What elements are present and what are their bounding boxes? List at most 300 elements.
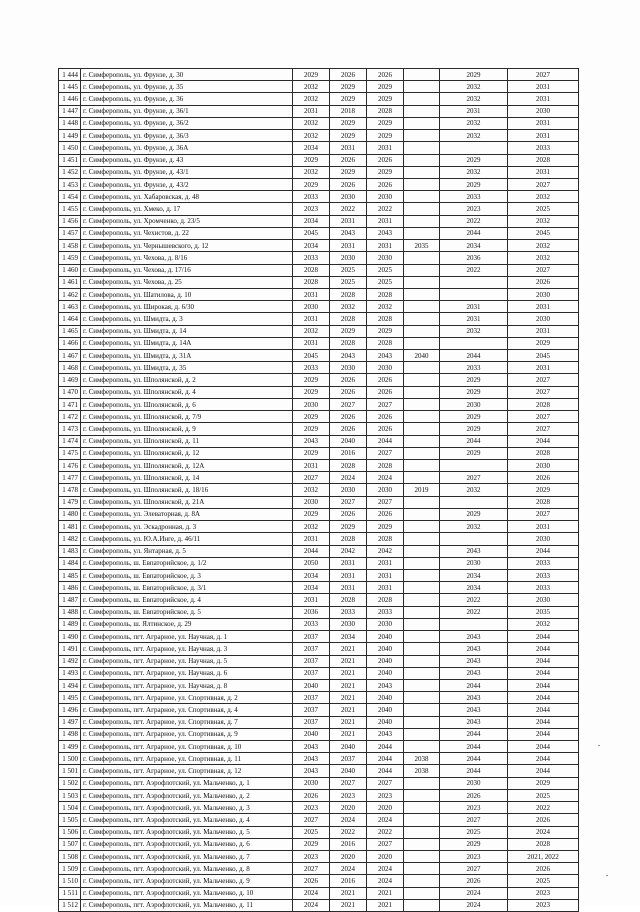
year-cell-4 [404, 704, 440, 716]
table-row [59, 802, 579, 814]
year-cell-3: 2029 [367, 81, 404, 93]
year-cell-6: 2028 [508, 838, 579, 850]
year-cell-5: 2029 [440, 178, 508, 190]
table-row [59, 851, 579, 863]
year-cell-4 [404, 618, 440, 630]
table-row [59, 606, 579, 618]
year-cell-6: 2027 [508, 423, 579, 435]
year-cell-3: 2024 [367, 875, 404, 887]
year-cell-4 [404, 398, 440, 410]
year-cell-1: 2033 [293, 618, 330, 630]
row-number: 1 444 [59, 69, 81, 81]
address-cell: г. Симферополь, ул. Фрунзе, д. 35 [81, 81, 293, 93]
table-row [59, 826, 579, 838]
year-cell-4 [404, 252, 440, 264]
year-cell-3: 2043 [367, 227, 404, 239]
year-cell-4 [404, 777, 440, 789]
row-number: 1 497 [59, 716, 81, 728]
year-cell-1: 2032 [293, 484, 330, 496]
year-cell-3: 2027 [367, 398, 404, 410]
year-cell-6: 2033 [508, 569, 579, 581]
year-cell-3: 2030 [367, 484, 404, 496]
table-row [59, 166, 579, 178]
year-cell-6: 2023 [508, 899, 579, 911]
year-cell-2: 2030 [330, 252, 367, 264]
address-cell: г. Симферополь, пгт. Аграрное, ул. Спортивная, д. 7 [81, 716, 293, 728]
row-number: 1 449 [59, 130, 81, 142]
address-cell: г. Симферополь, пгт. Аэрофлотский, ул. Мальченко, д. 6 [81, 838, 293, 850]
year-cell-3: 2040 [367, 631, 404, 643]
year-cell-3: 2029 [367, 521, 404, 533]
table-row [59, 435, 579, 447]
year-cell-2: 2029 [330, 166, 367, 178]
year-cell-1: 2034 [293, 240, 330, 252]
year-cell-2: 2031 [330, 215, 367, 227]
row-number: 1 480 [59, 508, 81, 520]
row-number: 1 471 [59, 398, 81, 410]
year-cell-4 [404, 142, 440, 154]
table-row [59, 716, 579, 728]
year-cell-3: 2030 [367, 252, 404, 264]
year-cell-3: 2044 [367, 435, 404, 447]
year-cell-3: 2026 [367, 411, 404, 423]
year-cell-6: 2026 [508, 863, 579, 875]
year-cell-2: 2020 [330, 802, 367, 814]
year-cell-4 [404, 679, 440, 691]
table-row [59, 728, 579, 740]
year-cell-6: 2032 [508, 240, 579, 252]
table-row [59, 154, 579, 166]
year-cell-3: 2028 [367, 460, 404, 472]
address-cell: г. Симферополь, ул. Ю.А.Инге, д. 46/11 [81, 533, 293, 545]
year-cell-4 [404, 264, 440, 276]
address-cell: г. Симферополь, ул. Шполянской, д. 7/9 [81, 411, 293, 423]
year-cell-5: 2032 [440, 130, 508, 142]
address-cell: г. Симферополь, пгт. Аграрное, ул. Научная, д. 6 [81, 667, 293, 679]
address-cell: г. Симферополь, ул. Фрунзе, д. 43/1 [81, 166, 293, 178]
year-cell-2: 2021 [330, 679, 367, 691]
year-cell-4 [404, 130, 440, 142]
year-cell-5: 2023 [440, 851, 508, 863]
year-cell-1: 2029 [293, 178, 330, 190]
year-cell-6: 2044 [508, 753, 579, 765]
year-cell-1: 2043 [293, 765, 330, 777]
year-cell-1: 2045 [293, 350, 330, 362]
table-row [59, 484, 579, 496]
year-cell-6: 2028 [508, 398, 579, 410]
year-cell-6: 2044 [508, 679, 579, 691]
table-row [59, 227, 579, 239]
year-cell-4 [404, 863, 440, 875]
table-row [59, 789, 579, 801]
year-cell-1: 2029 [293, 154, 330, 166]
year-cell-1: 2024 [293, 899, 330, 911]
year-cell-1: 2032 [293, 93, 330, 105]
year-cell-3: 2030 [367, 362, 404, 374]
address-cell: г. Симферополь, пгт. Аэрофлотский, ул. Мальченко, д. 4 [81, 814, 293, 826]
year-cell-6: 2044 [508, 545, 579, 557]
year-cell-6: 2025 [508, 789, 579, 801]
year-cell-5: 2043 [440, 716, 508, 728]
year-cell-5: 2032 [440, 521, 508, 533]
year-cell-2: 2021 [330, 704, 367, 716]
year-cell-5: 2030 [440, 557, 508, 569]
year-cell-1: 2023 [293, 203, 330, 215]
table-row [59, 447, 579, 459]
table-row [59, 386, 579, 398]
address-cell: г. Симферополь, ул. Фрунзе, д. 43 [81, 154, 293, 166]
row-number: 1 511 [59, 887, 81, 899]
row-number: 1 454 [59, 191, 81, 203]
year-cell-5: 2022 [440, 606, 508, 618]
year-cell-5: 2043 [440, 631, 508, 643]
year-cell-5: 2022 [440, 264, 508, 276]
year-cell-5: 2043 [440, 692, 508, 704]
table-row [59, 276, 579, 288]
address-cell: г. Симферополь, ул. Шмидта, д. 3 [81, 313, 293, 325]
year-cell-5: 2023 [440, 203, 508, 215]
year-cell-5: 2027 [440, 472, 508, 484]
year-cell-4 [404, 692, 440, 704]
row-number: 1 463 [59, 301, 81, 313]
address-cell: г. Симферополь, ул. Фрунзе, д. 30 [81, 69, 293, 81]
row-number: 1 456 [59, 215, 81, 227]
year-cell-4 [404, 716, 440, 728]
year-cell-4 [404, 875, 440, 887]
address-cell: г. Симферополь, ш. Евпаторийское, д. 4 [81, 594, 293, 606]
row-number: 1 468 [59, 362, 81, 374]
address-cell: г. Симферополь, ул. Шполянской, д. 21А [81, 496, 293, 508]
row-number: 1 512 [59, 899, 81, 911]
address-cell: г. Симферополь, ул. Чехова, д. 25 [81, 276, 293, 288]
year-cell-1: 2031 [293, 533, 330, 545]
year-cell-5 [440, 288, 508, 300]
year-cell-1: 2043 [293, 435, 330, 447]
year-cell-1: 2027 [293, 863, 330, 875]
year-cell-6: 2031 [508, 362, 579, 374]
address-cell: г. Симферополь, пгт. Аэрофлотский, ул. Мальченко, д. 1 [81, 777, 293, 789]
row-number: 1 473 [59, 423, 81, 435]
year-cell-2: 2037 [330, 753, 367, 765]
year-cell-2: 2029 [330, 117, 367, 129]
year-cell-5: 2031 [440, 313, 508, 325]
year-cell-3: 2028 [367, 594, 404, 606]
table-row [59, 93, 579, 105]
table-row [59, 569, 579, 581]
year-cell-4 [404, 533, 440, 545]
year-cell-3: 2022 [367, 826, 404, 838]
year-cell-6: 2028 [508, 154, 579, 166]
address-cell: г. Симферополь, ул. Фрунзе, д. 36/1 [81, 105, 293, 117]
year-cell-5: 2030 [440, 777, 508, 789]
year-cell-3: 2026 [367, 423, 404, 435]
row-number: 1 487 [59, 594, 81, 606]
address-cell: г. Симферополь, ул. Фрунзе, д. 43/2 [81, 178, 293, 190]
year-cell-2: 2029 [330, 130, 367, 142]
table-row [59, 508, 579, 520]
year-cell-2: 2030 [330, 362, 367, 374]
table-row [59, 643, 579, 655]
year-cell-3: 2022 [367, 203, 404, 215]
year-cell-4 [404, 582, 440, 594]
year-cell-5: 2029 [440, 411, 508, 423]
year-cell-2: 2024 [330, 863, 367, 875]
year-cell-6: 2031 [508, 325, 579, 337]
year-cell-5 [440, 533, 508, 545]
year-cell-2: 2027 [330, 777, 367, 789]
address-cell: г. Симферополь, пгт. Аэрофлотский, ул. Мальченко, д. 7 [81, 851, 293, 863]
year-cell-3: 2029 [367, 117, 404, 129]
year-cell-3: 2025 [367, 276, 404, 288]
year-cell-4 [404, 166, 440, 178]
year-cell-5: 2044 [440, 679, 508, 691]
row-number: 1 508 [59, 851, 81, 863]
year-cell-5: 2032 [440, 484, 508, 496]
year-cell-6: 2026 [508, 276, 579, 288]
year-cell-3: 2027 [367, 496, 404, 508]
table-row [59, 191, 579, 203]
year-cell-6: 2044 [508, 655, 579, 667]
year-cell-4 [404, 899, 440, 911]
table-row [59, 521, 579, 533]
row-number: 1 446 [59, 93, 81, 105]
year-cell-2: 2021 [330, 716, 367, 728]
address-cell: г. Симферополь, ул. Шполянской, д. 6 [81, 398, 293, 410]
year-cell-3: 2026 [367, 69, 404, 81]
address-cell: г. Симферополь, ш. Ялтинское, д. 29 [81, 618, 293, 630]
year-cell-1: 2044 [293, 545, 330, 557]
year-cell-5: 2032 [440, 166, 508, 178]
year-cell-3: 2024 [367, 863, 404, 875]
address-cell: г. Симферополь, ул. Эскадронная, д. 3 [81, 521, 293, 533]
table-row [59, 398, 579, 410]
year-cell-4 [404, 557, 440, 569]
year-cell-5 [440, 142, 508, 154]
year-cell-4 [404, 215, 440, 227]
year-cell-6: 2029 [508, 777, 579, 789]
year-cell-2: 2026 [330, 374, 367, 386]
year-cell-4 [404, 325, 440, 337]
row-number: 1 483 [59, 545, 81, 557]
address-cell: г. Симферополь, пгт. Аэрофлотский, ул. Мальченко, д. 11 [81, 899, 293, 911]
year-cell-2: 2040 [330, 741, 367, 753]
year-cell-1: 2045 [293, 227, 330, 239]
year-cell-2: 2022 [330, 203, 367, 215]
year-cell-2: 2031 [330, 557, 367, 569]
row-number: 1 493 [59, 667, 81, 679]
year-cell-4 [404, 93, 440, 105]
row-number: 1 501 [59, 765, 81, 777]
year-cell-6: 2032 [508, 191, 579, 203]
address-cell: г. Симферополь, ул. Шполянской, д. 12 [81, 447, 293, 459]
year-cell-5: 2034 [440, 240, 508, 252]
row-number: 1 504 [59, 802, 81, 814]
year-cell-6: 2028 [508, 496, 579, 508]
year-cell-6: 2027 [508, 69, 579, 81]
year-cell-5: 2026 [440, 789, 508, 801]
year-cell-6: 2044 [508, 643, 579, 655]
row-number: 1 455 [59, 203, 81, 215]
year-cell-1: 2028 [293, 264, 330, 276]
table-row [59, 765, 579, 777]
year-cell-4 [404, 496, 440, 508]
year-cell-6: 2032 [508, 618, 579, 630]
table-row [59, 655, 579, 667]
year-cell-6: 2044 [508, 716, 579, 728]
table-row [59, 679, 579, 691]
year-cell-6: 2044 [508, 692, 579, 704]
year-cell-3: 2031 [367, 569, 404, 581]
year-cell-4 [404, 105, 440, 117]
address-cell: г. Симферополь, ш. Евпаторийское, д. 3 [81, 569, 293, 581]
year-cell-3: 2027 [367, 838, 404, 850]
year-cell-1: 2034 [293, 582, 330, 594]
year-cell-2: 2033 [330, 606, 367, 618]
address-cell: г. Симферополь, пгт. Аграрное, ул. Научная, д. 5 [81, 655, 293, 667]
year-cell-1: 2025 [293, 826, 330, 838]
row-number: 1 472 [59, 411, 81, 423]
year-cell-3: 2042 [367, 545, 404, 557]
address-cell: г. Симферополь, ул. Чернышевского, д. 12 [81, 240, 293, 252]
year-cell-5: 2025 [440, 826, 508, 838]
year-cell-5: 2044 [440, 753, 508, 765]
year-cell-1: 2029 [293, 423, 330, 435]
year-cell-1: 2026 [293, 789, 330, 801]
year-cell-1: 2030 [293, 301, 330, 313]
year-cell-3: 2028 [367, 313, 404, 325]
year-cell-3: 2040 [367, 692, 404, 704]
year-cell-6: 2025 [508, 875, 579, 887]
table-row [59, 594, 579, 606]
year-cell-6: 2031 [508, 301, 579, 313]
year-cell-3: 2040 [367, 704, 404, 716]
row-number: 1 488 [59, 606, 81, 618]
year-cell-5: 2031 [440, 301, 508, 313]
year-cell-4 [404, 117, 440, 129]
year-cell-1: 2029 [293, 374, 330, 386]
table-row [59, 496, 579, 508]
year-cell-2: 2040 [330, 435, 367, 447]
table-row [59, 814, 579, 826]
row-number: 1 461 [59, 276, 81, 288]
year-cell-4 [404, 741, 440, 753]
year-cell-6: 2045 [508, 350, 579, 362]
year-cell-2: 2026 [330, 69, 367, 81]
year-cell-3: 2044 [367, 741, 404, 753]
year-cell-4 [404, 178, 440, 190]
year-cell-3: 2029 [367, 325, 404, 337]
year-cell-4 [404, 545, 440, 557]
table-row [59, 533, 579, 545]
row-number: 1 495 [59, 692, 81, 704]
table-row [59, 288, 579, 300]
address-cell: г. Симферополь, пгт. Аэрофлотский, ул. Мальченко, д. 10 [81, 887, 293, 899]
year-cell-5: 2032 [440, 81, 508, 93]
row-number: 1 450 [59, 142, 81, 154]
address-cell: г. Симферополь, пгт. Аэрофлотский, ул. Мальченко, д. 3 [81, 802, 293, 814]
year-cell-3: 2043 [367, 350, 404, 362]
year-cell-2: 2028 [330, 460, 367, 472]
row-number: 1 507 [59, 838, 81, 850]
year-cell-6: 2030 [508, 460, 579, 472]
schedule-table [58, 68, 579, 912]
row-number: 1 484 [59, 557, 81, 569]
table-row [59, 545, 579, 557]
year-cell-6: 2045 [508, 227, 579, 239]
year-cell-6: 2030 [508, 313, 579, 325]
address-cell: г. Симферополь, ул. Шмидта, д. 31А [81, 350, 293, 362]
year-cell-4 [404, 411, 440, 423]
year-cell-5: 2033 [440, 191, 508, 203]
row-number: 1 485 [59, 569, 81, 581]
year-cell-2: 2021 [330, 692, 367, 704]
table-row [59, 350, 579, 362]
year-cell-5: 2029 [440, 447, 508, 459]
table-row [59, 863, 579, 875]
year-cell-6: 2031 [508, 117, 579, 129]
row-number: 1 498 [59, 728, 81, 740]
year-cell-6: 2022 [508, 802, 579, 814]
year-cell-5: 2043 [440, 643, 508, 655]
year-cell-3: 2020 [367, 802, 404, 814]
table-row [59, 557, 579, 569]
address-cell: г. Симферополь, ш. Евпаторийское, д. 5 [81, 606, 293, 618]
year-cell-2: 2026 [330, 154, 367, 166]
year-cell-4 [404, 838, 440, 850]
row-number: 1 459 [59, 252, 81, 264]
year-cell-3: 2031 [367, 215, 404, 227]
year-cell-5: 2027 [440, 814, 508, 826]
row-number: 1 500 [59, 753, 81, 765]
row-number: 1 452 [59, 166, 81, 178]
year-cell-5: 2044 [440, 350, 508, 362]
year-cell-1: 2040 [293, 679, 330, 691]
address-cell: г. Симферополь, ул. Широкая, д. 6/30 [81, 301, 293, 313]
year-cell-4 [404, 655, 440, 667]
year-cell-4 [404, 569, 440, 581]
table-row [59, 337, 579, 349]
year-cell-5: 2029 [440, 154, 508, 166]
year-cell-2: 2034 [330, 631, 367, 643]
year-cell-5: 2023 [440, 802, 508, 814]
year-cell-2: 2026 [330, 423, 367, 435]
year-cell-1: 2032 [293, 130, 330, 142]
year-cell-4: 2040 [404, 350, 440, 362]
year-cell-6: 2029 [508, 484, 579, 496]
year-cell-5 [440, 276, 508, 288]
table-row [59, 240, 579, 252]
year-cell-4 [404, 386, 440, 398]
year-cell-1: 2033 [293, 362, 330, 374]
year-cell-3: 2031 [367, 142, 404, 154]
year-cell-6: 2025 [508, 203, 579, 215]
year-cell-5: 2029 [440, 386, 508, 398]
address-cell: г. Симферополь, ш. Евпаторийское, д. 3/1 [81, 582, 293, 594]
year-cell-1: 2029 [293, 508, 330, 520]
row-number: 1 474 [59, 435, 81, 447]
year-cell-2: 2016 [330, 838, 367, 850]
year-cell-4 [404, 667, 440, 679]
year-cell-1: 2030 [293, 496, 330, 508]
year-cell-2: 2026 [330, 508, 367, 520]
table-row [59, 142, 579, 154]
year-cell-4 [404, 826, 440, 838]
year-cell-3: 2021 [367, 887, 404, 899]
year-cell-2: 2028 [330, 313, 367, 325]
address-cell: г. Симферополь, ул. Хромченко, д. 23/5 [81, 215, 293, 227]
year-cell-2: 2043 [330, 350, 367, 362]
year-cell-2: 2030 [330, 191, 367, 203]
